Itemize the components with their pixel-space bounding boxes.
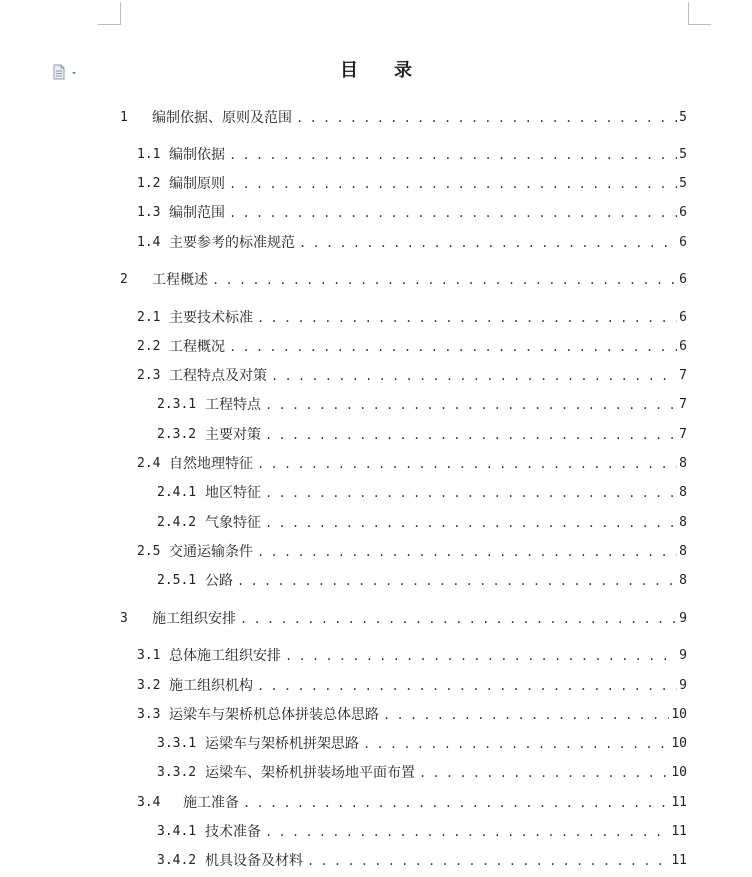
toc-entry-text: 施工组织机构 <box>169 678 253 694</box>
toc-entry[interactable] <box>137 203 687 223</box>
toc-entry-number: 1 <box>120 110 128 125</box>
toc-entry-page: 6 <box>679 235 687 250</box>
toc-dot-leader <box>265 425 677 445</box>
toc-dot-leader <box>265 513 677 533</box>
toc-entry-text: 自然地理特征 <box>169 456 253 472</box>
toc-entry-number: 1.2 <box>137 176 161 191</box>
toc-entry-number: 2.5 <box>137 544 161 559</box>
toc-entry-page: 7 <box>679 397 687 412</box>
toc-entry-number: 2.3 <box>137 368 161 383</box>
toc-entry-page: 8 <box>679 573 687 588</box>
toc-entry[interactable] <box>157 822 687 842</box>
toc-dot-leader <box>285 646 677 666</box>
toc-entry-number: 2.4.1 <box>157 485 197 500</box>
toc-dot-leader <box>271 366 677 386</box>
toc-entry-text: 运梁车与架桥机总体拼装总体思路 <box>169 707 379 723</box>
toc-entry-text: 运梁车与架桥机拼架思路 <box>205 736 359 752</box>
toc-entry-number: 3.2 <box>137 678 161 693</box>
toc-entry-number: 2.2 <box>137 339 161 354</box>
toc-entry-number: 2 <box>120 272 128 287</box>
toc-entry[interactable] <box>137 233 687 253</box>
toc-entry[interactable] <box>137 676 687 696</box>
toc-entry-text: 工程概述 <box>152 272 208 288</box>
toc-entry-number: 3.1 <box>137 648 161 663</box>
toc-entry-text: 编制范围 <box>169 205 225 221</box>
toc-entry[interactable] <box>157 395 687 415</box>
toc-entry[interactable] <box>137 705 687 725</box>
toc-entry-page: 9 <box>679 678 687 693</box>
toc-dot-leader <box>265 395 677 415</box>
toc-dot-leader <box>257 676 677 696</box>
toc-entry[interactable] <box>137 174 687 194</box>
toc-entry-page: 10 <box>671 765 687 780</box>
toc-entry[interactable] <box>137 542 687 562</box>
page-corner-mark-top-right <box>688 2 711 25</box>
toc-entry-page: 6 <box>679 310 687 325</box>
toc-entry[interactable] <box>120 108 687 128</box>
toc-entry-text: 编制原则 <box>169 176 225 192</box>
toc-entry[interactable] <box>157 851 687 871</box>
toc-entry-text: 运梁车、架桥机拼装场地平面布置 <box>205 765 415 781</box>
toc-entry-page: 10 <box>671 707 687 722</box>
toc-entry-number: 2.4.2 <box>157 515 197 530</box>
toc-entry-text: 机具设备及材料 <box>205 853 303 869</box>
toc-entry-text: 交通运输条件 <box>169 544 253 560</box>
toc-entry-text: 主要对策 <box>205 427 261 443</box>
toc-entry[interactable] <box>157 763 687 783</box>
toc-entry-number: 3.4 <box>137 795 161 810</box>
toc-entry-page: 8 <box>679 485 687 500</box>
toc-dot-leader <box>307 851 669 871</box>
toc-entry-number: 2.5.1 <box>157 573 197 588</box>
toc-entry-number: 2.4 <box>137 456 161 471</box>
toc-dot-leader <box>299 233 677 253</box>
toc-dot-leader <box>257 308 677 328</box>
toc-entry[interactable] <box>137 337 687 357</box>
toc-entry-page: 6 <box>679 339 687 354</box>
toc-entry[interactable] <box>120 609 687 629</box>
toc-entry-page: 9 <box>679 648 687 663</box>
toc-entry-number: 3.3.2 <box>157 765 197 780</box>
toc-entry-text: 施工准备 <box>183 795 239 811</box>
toc-entry-text: 工程特点及对策 <box>169 368 267 384</box>
toc-entry-number: 2.1 <box>137 310 161 325</box>
toc-entry[interactable] <box>137 366 687 386</box>
toc-entry-page: 6 <box>679 205 687 220</box>
page-corner-mark-top-left <box>98 2 121 25</box>
toc-entry-page: 7 <box>679 368 687 383</box>
toc-entry-page: 11 <box>671 824 687 839</box>
toc-entry[interactable] <box>137 145 687 165</box>
toc-entry[interactable] <box>157 483 687 503</box>
toc-entry-page: 8 <box>679 456 687 471</box>
toc-dot-leader <box>265 483 677 503</box>
toc-dot-leader <box>419 763 669 783</box>
toc-entry[interactable] <box>157 513 687 533</box>
toc-entry-text: 气象特征 <box>205 515 261 531</box>
toc-entry-page: 5 <box>679 147 687 162</box>
toc-entry[interactable] <box>157 425 687 445</box>
toc-entry[interactable] <box>157 734 687 754</box>
toc-dot-leader <box>265 822 669 842</box>
toc-entry-page: 11 <box>671 795 687 810</box>
toc-dot-leader <box>212 270 677 290</box>
toc-entry-number: 2.3.1 <box>157 397 197 412</box>
toc-entry-text: 总体施工组织安排 <box>169 648 281 664</box>
toc-entry-number: 1.1 <box>137 147 161 162</box>
toc-entry-number: 2.3.2 <box>157 427 197 442</box>
toc-dot-leader <box>243 793 669 813</box>
toc-entry-page: 9 <box>679 611 687 626</box>
toc-entry-page: 6 <box>679 272 687 287</box>
toc-entry-number: 1.3 <box>137 205 161 220</box>
toc-entry[interactable] <box>137 646 687 666</box>
toc-entry-number: 3.4.1 <box>157 824 197 839</box>
toc-title-char: 录 <box>394 60 412 81</box>
toc-entry[interactable] <box>137 793 687 813</box>
toc-entry-page: 5 <box>679 176 687 191</box>
toc-entry-page: 8 <box>679 515 687 530</box>
toc-dot-leader <box>237 571 677 591</box>
toc-entry-page: 11 <box>671 853 687 868</box>
toc-dot-leader <box>257 542 677 562</box>
toc-entry-text: 主要技术标准 <box>169 310 253 326</box>
toc-dot-leader <box>229 337 677 357</box>
toc-entry-number: 3.3 <box>137 707 161 722</box>
toc-entry-text: 编制依据 <box>169 147 225 163</box>
toc-entry-text: 主要参考的标准规范 <box>169 235 295 251</box>
toc-title-char: 目 <box>340 60 358 81</box>
toc-dot-leader <box>363 734 669 754</box>
toc-entry-text: 施工组织安排 <box>152 611 236 627</box>
toc-dot-leader <box>240 609 677 629</box>
toc-entry-number: 3.4.2 <box>157 853 197 868</box>
toc-entry-number: 3 <box>120 611 128 626</box>
toc-entry-text: 工程特点 <box>205 397 261 413</box>
toc-entry-number: 1.4 <box>137 235 161 250</box>
toc-dot-leader <box>229 203 677 223</box>
toc-entry-page: 5 <box>679 110 687 125</box>
toc-entry-page: 8 <box>679 544 687 559</box>
toc-dot-leader <box>296 108 677 128</box>
toc-entry-page: 10 <box>671 736 687 751</box>
toc-dot-leader <box>229 145 677 165</box>
toc-entry-number: 3.3.1 <box>157 736 197 751</box>
toc-entry-text: 地区特征 <box>205 485 261 501</box>
toc-title <box>0 56 752 82</box>
toc-dot-leader <box>229 174 677 194</box>
toc-entry[interactable] <box>137 454 687 474</box>
toc-entry-page: 7 <box>679 427 687 442</box>
toc-entry-text: 工程概况 <box>169 339 225 355</box>
toc-entry-text: 公路 <box>205 573 233 589</box>
toc-entry-text: 技术准备 <box>205 824 261 840</box>
toc-entry-text: 编制依据、原则及范围 <box>152 110 292 126</box>
toc-entry[interactable] <box>157 571 687 591</box>
toc-entry[interactable] <box>137 308 687 328</box>
toc-dot-leader <box>257 454 677 474</box>
toc-entry[interactable] <box>120 270 687 290</box>
toc-dot-leader <box>383 705 669 725</box>
